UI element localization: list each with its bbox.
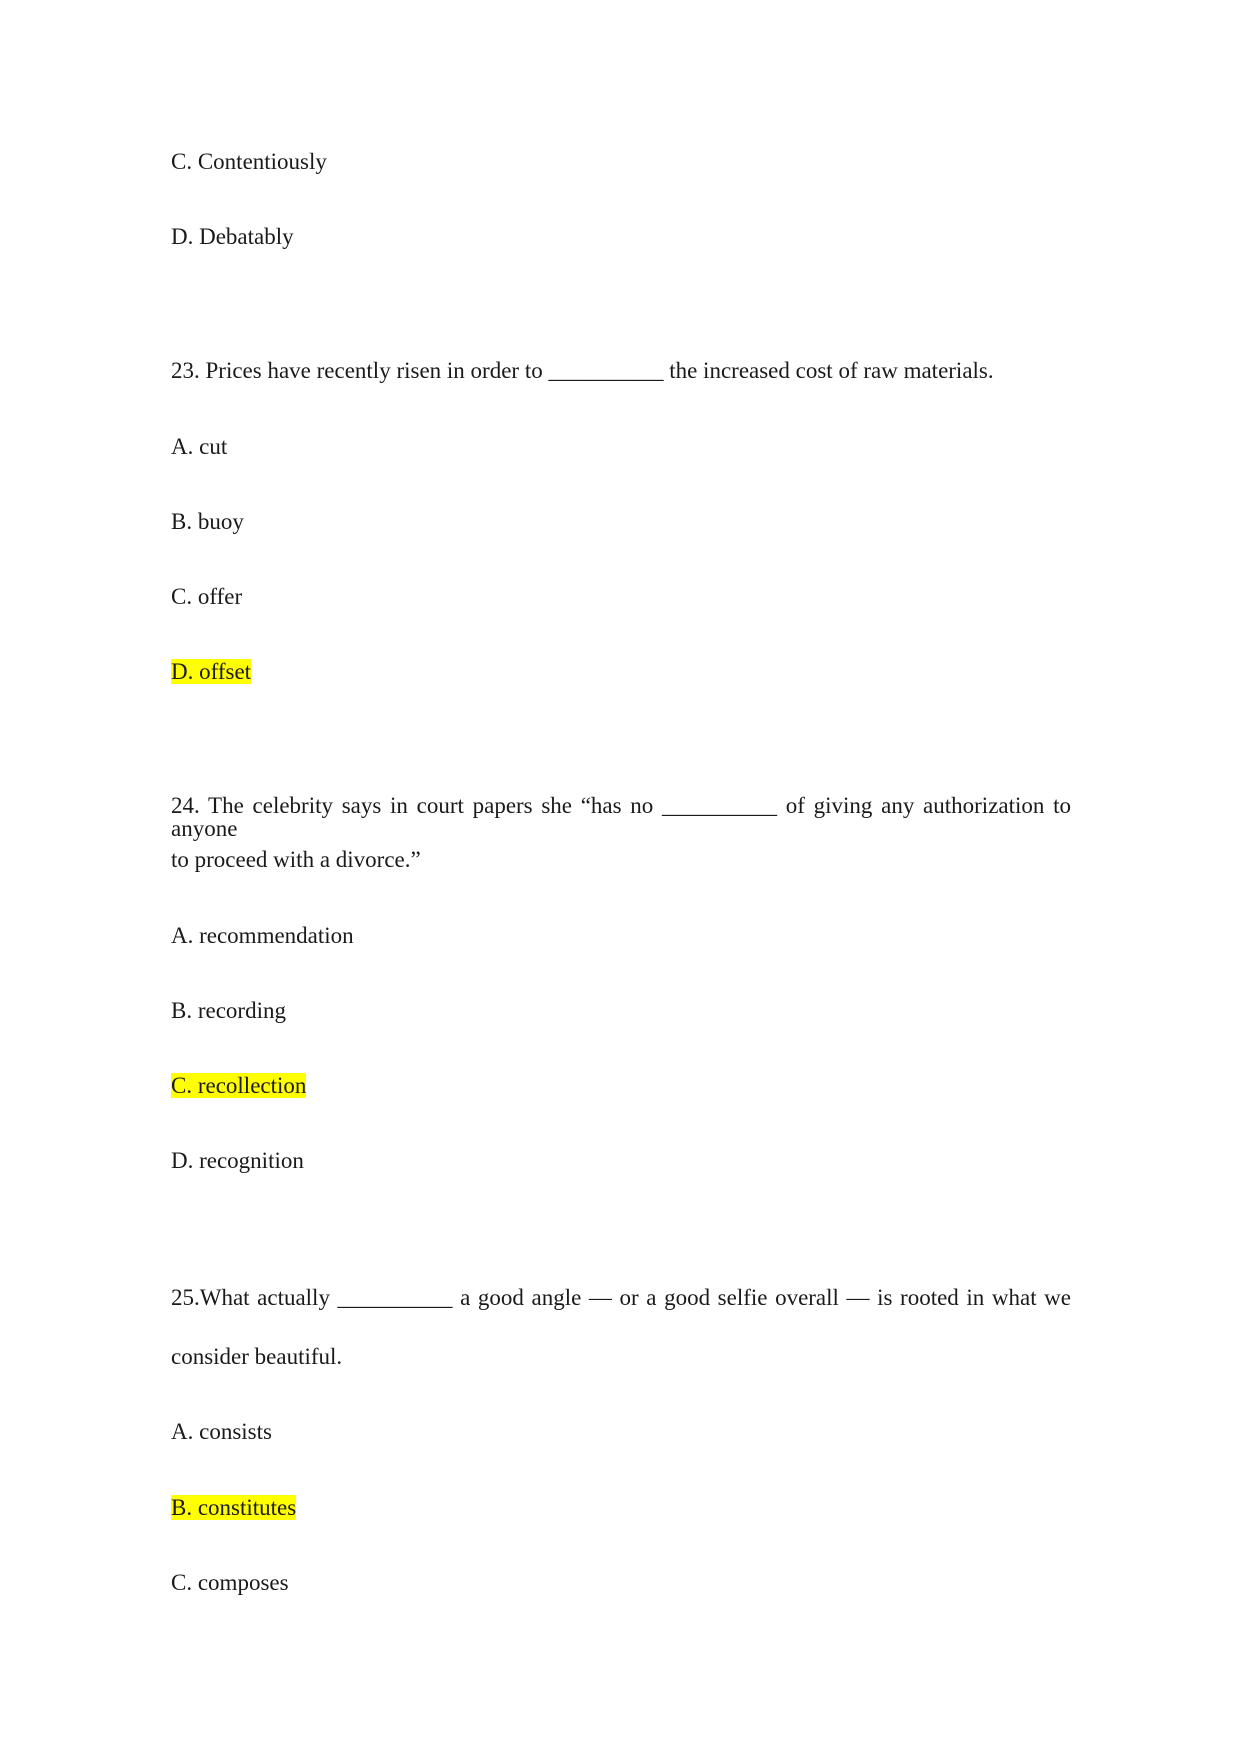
question-25-option-a: A. consists: [171, 1419, 272, 1444]
answer-highlight: C. recollection: [171, 1073, 307, 1098]
question-24-option-d: D. recognition: [171, 1148, 304, 1173]
option-d: D. Debatably: [171, 224, 294, 249]
question-23-option-b: B. buoy: [171, 509, 244, 534]
answer-highlight: D. offset: [171, 659, 252, 684]
question-24-stem-line-2: to proceed with a divorce.”: [171, 847, 421, 872]
question-25-option-b: [171, 1496, 296, 1519]
question-24-option-a: A. recommendation: [171, 923, 354, 948]
question-25-stem-line-2: consider beautiful.: [171, 1344, 343, 1369]
question-24-stem-line-1: 24. The celebrity says in court papers she “has no __________ of giving any authorization to anyone: [171, 793, 1071, 841]
answer-highlight: B. constitutes: [171, 1495, 297, 1520]
question-25-stem-line-1: 25.What actually __________ a good angle — or a good selfie overall — is rooted in what we: [171, 1285, 1071, 1310]
question-23-stem: 23. Prices have recently risen in order to __________ the increased cost of raw materials.: [171, 358, 994, 383]
question-23-option-c: C. offer: [171, 584, 243, 609]
question-24-option-b: B. recording: [171, 998, 286, 1023]
option-c: C. Contentiously: [171, 149, 327, 174]
question-23-option-a: A. cut: [171, 434, 228, 459]
question-24-option-c: [171, 1074, 306, 1097]
question-23-option-d: [171, 660, 251, 683]
question-25-option-c: C. composes: [171, 1570, 289, 1595]
